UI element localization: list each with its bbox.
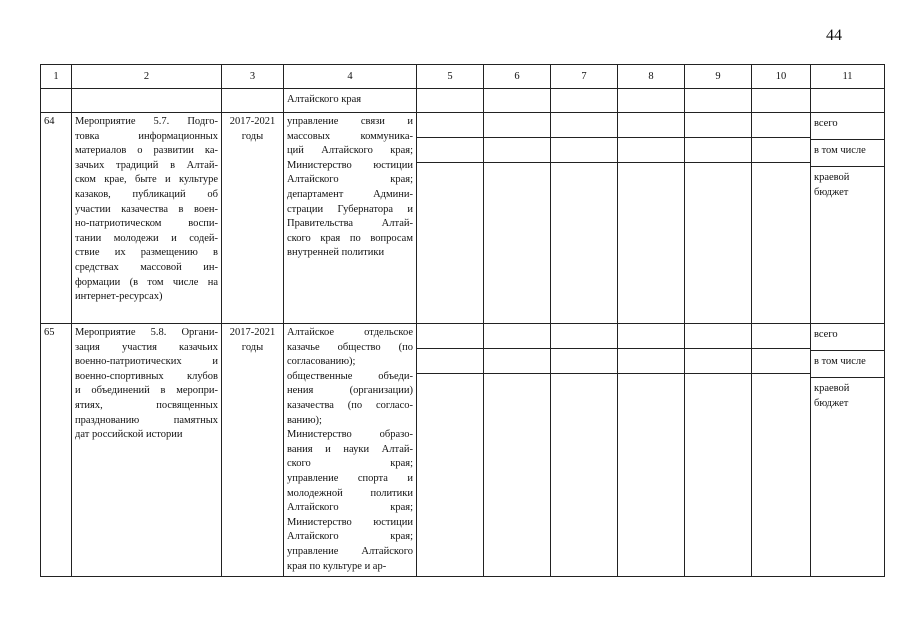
header-cell: 7 xyxy=(551,65,618,89)
text-line: формации (в том числе на xyxy=(75,276,218,288)
header-cell: 11 xyxy=(811,65,885,89)
header-cell: 1 xyxy=(41,65,72,89)
finance-regional: краевой бюджет xyxy=(814,383,850,409)
header-cell: 9 xyxy=(685,65,752,89)
finance-cell xyxy=(811,113,885,324)
text-line: 2017-2021 xyxy=(229,327,276,338)
table-row xyxy=(41,324,885,577)
text-line: но-патриотическом воспи- xyxy=(75,218,218,230)
text-line: ском крае, быте и культуре xyxy=(75,174,218,186)
text-line: массовых коммуника- xyxy=(287,130,413,142)
text-line: молодежной политики xyxy=(287,487,413,499)
header-cell: 6 xyxy=(484,65,551,89)
header-cell: 10 xyxy=(752,65,811,89)
text-line: казаков, публикаций об xyxy=(75,188,218,200)
row-number: 64 xyxy=(41,113,72,324)
text-line: согласованию); xyxy=(287,356,356,368)
period-cell xyxy=(222,324,284,577)
header-cell: 8 xyxy=(618,65,685,89)
text-line: Министерство юстиции xyxy=(287,516,413,528)
text-line: казачье общество (по xyxy=(287,341,413,353)
header-row xyxy=(41,65,885,89)
page-number: 44 xyxy=(826,27,842,44)
text-line: Алтайского края; xyxy=(287,531,413,543)
text-line: ствие их размещению в xyxy=(75,247,218,259)
text-line: департамент Админи- xyxy=(287,188,413,200)
text-line: военно-патриотических и xyxy=(75,356,218,368)
text-line: управление Алтайского xyxy=(287,545,413,557)
text-line: Министерство юстиции xyxy=(287,159,413,171)
text-line: управление спорта и xyxy=(287,472,413,484)
text-line: Мероприятие 5.8. Органи- xyxy=(75,327,218,338)
text-line: годы xyxy=(241,341,264,353)
finance-regional: краевой бюджет xyxy=(814,172,850,198)
text-line: товка информационных xyxy=(75,130,218,142)
text-line: ского края по вопросам xyxy=(287,232,413,244)
text-line: вания и науки Алтай- xyxy=(287,443,413,455)
finance-cell xyxy=(811,324,885,577)
text-line: внутренней политики xyxy=(287,247,385,259)
finance-including: в том числе xyxy=(811,140,884,167)
header-cell: 3 xyxy=(222,65,284,89)
text-line: тании молодежи и содей- xyxy=(75,232,218,244)
text-line: края по культуре и ар- xyxy=(287,560,387,572)
executor-cell xyxy=(284,113,417,324)
finance-total: всего xyxy=(811,113,884,140)
continuation-row xyxy=(41,89,885,113)
period-cell xyxy=(222,113,284,324)
header-cell: 5 xyxy=(417,65,484,89)
text-line: дат российской истории xyxy=(75,429,183,441)
text-line: страции Губернатора и xyxy=(287,203,413,215)
text-line: Алтайского края; xyxy=(287,174,413,186)
text-line: управление связи и xyxy=(287,116,413,127)
header-cell: 2 xyxy=(72,65,222,89)
measure-title xyxy=(72,324,222,577)
text-line: казачества (по согласо- xyxy=(287,399,413,411)
text-line: средствах массовой ин- xyxy=(75,261,218,273)
text-line: празднованию памятных xyxy=(75,414,218,426)
table-row xyxy=(41,113,885,324)
text-line: ятиях, посвященных xyxy=(75,399,218,411)
text-line: 2017-2021 xyxy=(229,116,276,127)
text-line: общественные объеди- xyxy=(287,370,413,382)
text-line: участии казачества в воен- xyxy=(75,203,218,215)
header-cell: 4 xyxy=(284,65,417,89)
text-line: зация участия казачьих xyxy=(75,341,218,353)
text-line: зачьих традиций в Алтай- xyxy=(75,159,218,171)
finance-including: в том числе xyxy=(811,351,884,378)
executor-cell xyxy=(284,324,417,577)
text-line: ванию); xyxy=(287,414,322,426)
text-line: Алтайское отдельское xyxy=(287,327,413,338)
text-line: нения (организации) xyxy=(287,385,413,397)
text-line: годы xyxy=(241,130,264,142)
row-number: 65 xyxy=(41,324,72,577)
text-line: Алтайского края; xyxy=(287,502,413,514)
executor-cell: Алтайского края xyxy=(284,89,417,113)
text-line: ций Алтайского края; xyxy=(287,145,413,157)
text-line: материалов о развитии ка- xyxy=(75,145,218,157)
text-line: ского края; xyxy=(287,458,413,470)
measure-title xyxy=(72,113,222,324)
program-table xyxy=(40,64,885,577)
text-line: интернет-ресурсах) xyxy=(75,291,163,303)
text-line: военно-спортивных клубов xyxy=(75,370,218,382)
text-line: Правительства Алтай- xyxy=(287,218,413,230)
text-line: Мероприятие 5.7. Подго- xyxy=(75,116,218,127)
text-line: и объединений в меропри- xyxy=(75,385,218,397)
finance-total: всего xyxy=(811,324,884,351)
text-line: Министерство образо- xyxy=(287,429,413,441)
